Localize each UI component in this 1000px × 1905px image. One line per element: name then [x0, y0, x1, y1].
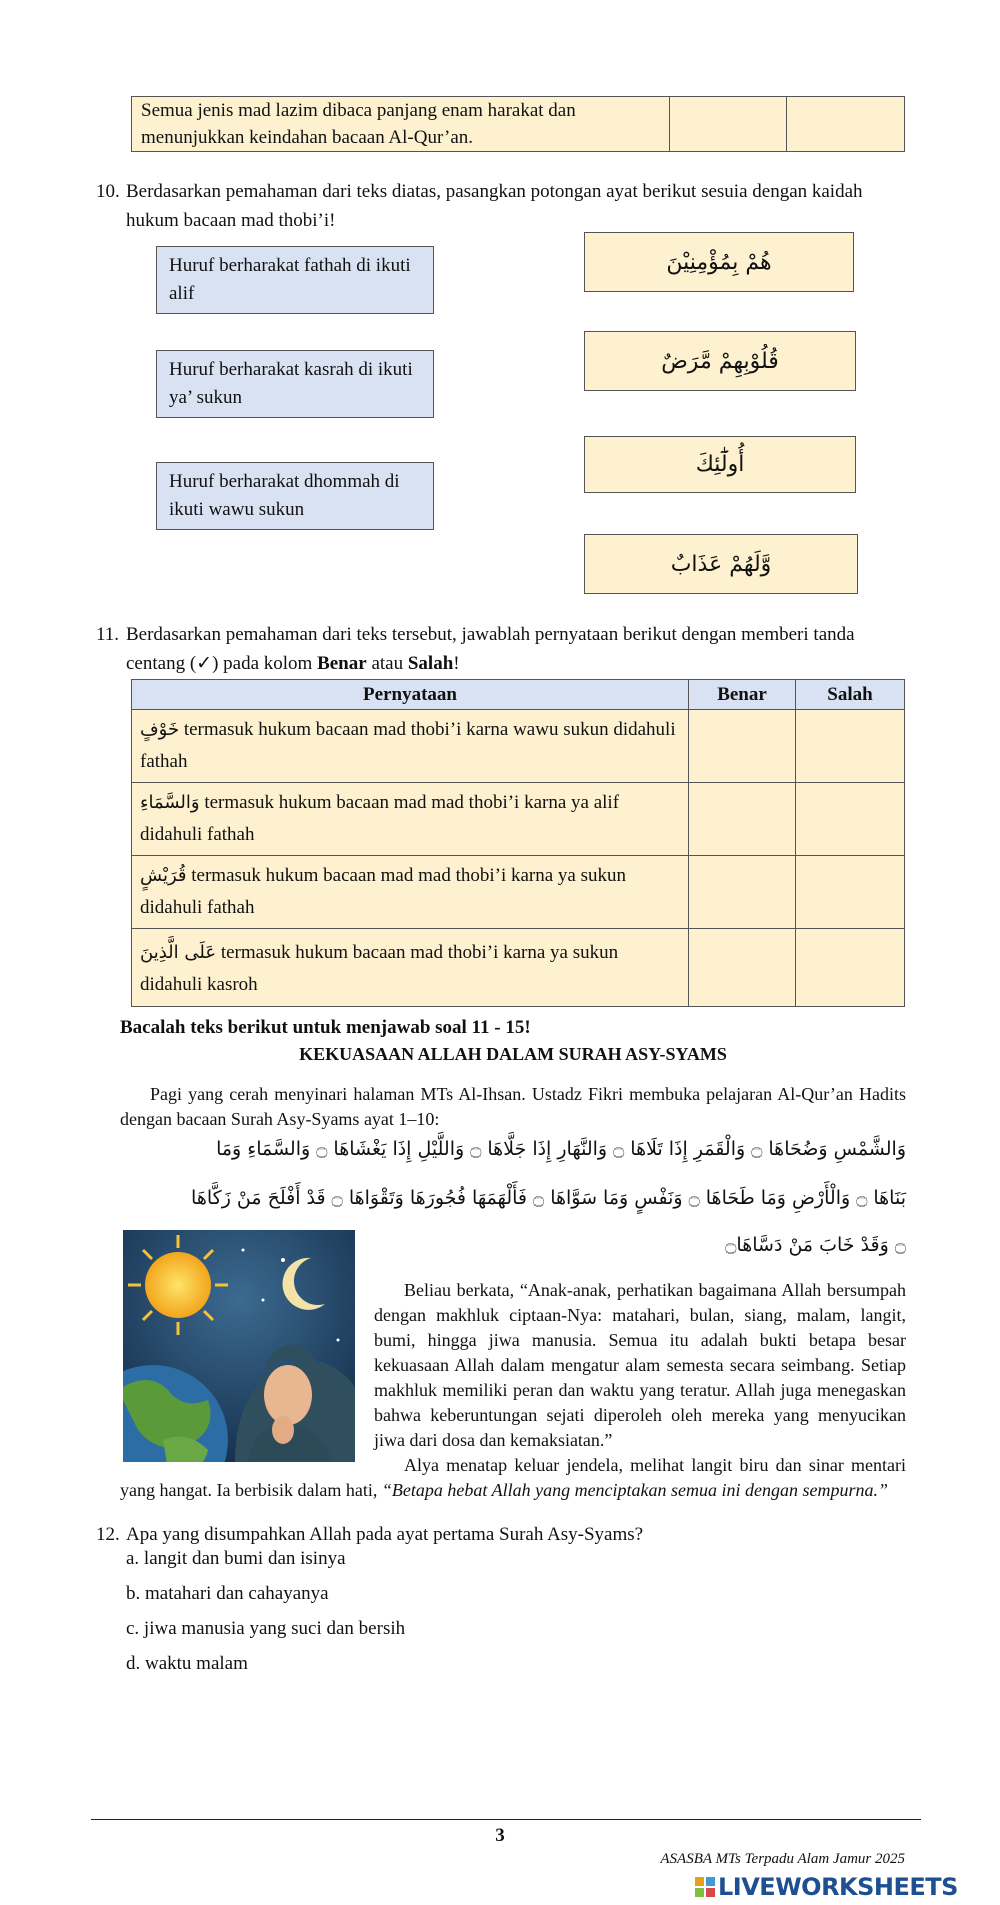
top-salah-cell[interactable]: [786, 97, 904, 152]
match-right-item-2[interactable]: قُلُوْبِهِمْ مَّرَضٌ: [584, 331, 856, 391]
ayat-line-3: ۝ وَقَدْ خَابَ مَنْ دَسَّاهَا۝: [725, 1234, 906, 1256]
salah-cell[interactable]: [796, 783, 905, 856]
salah-cell[interactable]: [796, 929, 905, 1007]
statement-arabic: خَوْفٍ: [140, 719, 180, 740]
table-row: [132, 929, 905, 1007]
question-12-text: Apa yang disumpahkan Allah pada ayat pertama Surah Asy-Syams?: [126, 1524, 644, 1545]
logo-text: LIVEWORKSHEETS: [718, 1873, 958, 1901]
question-11-number: 11.: [96, 624, 120, 645]
reading-intro: Pagi yang cerah menyinari halaman MTs Al-Ihsan. Ustadz Fikri membuka pelajaran Al-Qur’an Hadits dengan bacaan Surah Asy-Syams ayat 1–10:: [120, 1084, 906, 1129]
statement-cell: [132, 856, 689, 929]
question-11-exclamation: !: [453, 653, 460, 674]
statement-arabic: وَالسَّمَاءِ: [140, 792, 200, 813]
logo-squares-icon: [694, 1876, 716, 1898]
reading-paragraph-2-start: Alya menatap keluar jendela, melihat langit biru dan sinar mentari: [404, 1455, 906, 1475]
statement-text: termasuk hukum bacaan mad thobi’i karna wawu sukun didahuli fathah: [140, 719, 676, 772]
question-11: [96, 620, 906, 678]
statement-cell: [132, 783, 689, 856]
salah-cell[interactable]: [796, 856, 905, 929]
statement-cell: [132, 710, 689, 783]
statement-text: termasuk hukum bacaan mad thobi’i karna ya sukun didahuli kasroh: [140, 942, 619, 995]
reading-paragraph-2-rest: yang hangat. Ia berbisik dalam hati,: [120, 1480, 382, 1500]
top-statement-cell: Semua jenis mad lazim dibaca panjang enam harakat dan menunjukkan keindahan bacaan Al-Qur’an.: [132, 97, 670, 152]
illustration-svg: [123, 1230, 355, 1462]
match-right-item-4[interactable]: وَّلَهُمْ عَذَابٌ: [584, 534, 858, 594]
benar-cell[interactable]: [689, 710, 796, 783]
match-left-item-1[interactable]: Huruf berharakat fathah di ikuti alif: [156, 246, 434, 314]
reading-paragraph-1: Beliau berkata, “Anak-anak, perhatikan bagaimana Allah bersumpah dengan makhluk ciptaan-Nya: matahari, bulan, siang, malam, langit, bumi, hingga jiwa manusia. Semua itu adalah bukti betapa besar kekuasaan Allah dalam mengatur alam semesta secara seimbang. Setiap makhluk memiliki peran dan waktu yang teratur. Allah juga menegaskan bahwa keberuntungan sejati diperoleh oleh mereka yang menyucikan jiwa dari dosa dan kemaksiatan.”: [374, 1280, 906, 1450]
option-c[interactable]: c. jiwa manusia yang suci dan bersih: [126, 1618, 406, 1639]
statement-table: [131, 679, 905, 1007]
match-right-item-1[interactable]: هُمْ بِمُؤْمِنِيْنَ: [584, 232, 854, 292]
question-10-text: Berdasarkan pemahaman dari teks diatas, pasangkan potongan ayat berikut sesuia dengan kaidah hukum bacaan mad thobi’i!: [126, 181, 863, 231]
question-11-text: [126, 620, 906, 678]
option-a[interactable]: a. langit dan bumi dan isinya: [126, 1548, 346, 1569]
question-10-number: 10.: [96, 181, 120, 202]
table-row: [132, 856, 905, 929]
reading-paragraph-2-quote: “Betapa hebat Allah yang menciptakan semua ini dengan sempurna.”: [381, 1480, 889, 1500]
match-right-item-3[interactable]: أُولَٰٓئِكَ: [584, 436, 856, 493]
table-row: [132, 710, 905, 783]
reading-title: KEKUASAAN ALLAH DALAM SURAH ASY-SYAMS: [299, 1044, 727, 1064]
reading-paragraph-2-end: [120, 1478, 906, 1503]
hand-shape: [272, 1416, 294, 1444]
question-10: [96, 177, 906, 235]
question-11-atau-word: atau: [366, 653, 408, 674]
illustration-girl-sun-moon: [123, 1230, 355, 1462]
header-pernyataan: Pernyataan: [132, 680, 689, 710]
option-d[interactable]: d. waktu malam: [126, 1653, 248, 1674]
statement-text: termasuk hukum bacaan mad mad thobi’i karna ya alif didahuli fathah: [140, 792, 620, 845]
statement-table-header: [132, 680, 905, 710]
statement-arabic: قُرَيْشٍ: [140, 865, 187, 886]
statement-arabic: عَلَى الَّذِينَ: [140, 942, 217, 963]
question-12-number: 12.: [96, 1524, 120, 1545]
ayat-line-2: بَنَاهَا ۝ وَالْأَرْضِ وَمَا طَحَاهَا ۝ وَنَفْسٍ وَمَا سَوَّاهَا ۝ فَأَلْهَمَهَا فُجُورَهَا وَتَقْوَاهَا ۝ قَدْ أَفْلَحَ مَنْ زَكَّاهَا: [191, 1187, 906, 1209]
question-11-text-start: Berdasarkan pemahaman dari teks tersebut, jawablah pernyataan berikut dengan memberi tanda centang (✓) pada kolom: [126, 624, 855, 674]
sun-icon: [145, 1252, 211, 1318]
benar-cell[interactable]: [689, 856, 796, 929]
top-benar-cell[interactable]: [670, 97, 786, 152]
footer-divider: [91, 1819, 921, 1820]
top-statement-table: [131, 96, 905, 152]
match-left-item-3[interactable]: Huruf berharakat dhommah di ikuti wawu sukun: [156, 462, 434, 530]
question-11-benar-word: Benar: [317, 653, 367, 674]
table-row: [132, 783, 905, 856]
footer-source: ASASBA MTs Terpadu Alam Jamur 2025: [660, 1851, 905, 1867]
header-benar: Benar: [689, 680, 796, 710]
question-12: [96, 1520, 906, 1549]
option-b[interactable]: b. matahari dan cahayanya: [126, 1583, 329, 1604]
statement-cell: [132, 929, 689, 1007]
page-number: 3: [495, 1825, 505, 1846]
liveworksheets-logo: [694, 1873, 958, 1901]
reading-instruction: Bacalah teks berikut untuk menjawab soal 11 - 15!: [120, 1017, 531, 1038]
header-salah: Salah: [796, 680, 905, 710]
ayat-line-1: وَالشَّمْسِ وَضُحَاهَا ۝ وَالْقَمَرِ إِذَا تَلَاهَا ۝ وَالنَّهَارِ إِذَا جَلَّاهَا ۝ وَاللَّيْلِ إِذَا يَغْشَاهَا ۝ وَالسَّمَاءِ وَمَا: [216, 1138, 906, 1160]
benar-cell[interactable]: [689, 929, 796, 1007]
face-shape: [264, 1365, 312, 1425]
statement-text: termasuk hukum bacaan mad mad thobi’i karna ya sukun didahuli fathah: [140, 865, 627, 918]
benar-cell[interactable]: [689, 783, 796, 856]
question-11-salah-word: Salah: [407, 653, 454, 674]
match-left-item-2[interactable]: Huruf berharakat kasrah di ikuti ya’ sukun: [156, 350, 434, 418]
salah-cell[interactable]: [796, 710, 905, 783]
